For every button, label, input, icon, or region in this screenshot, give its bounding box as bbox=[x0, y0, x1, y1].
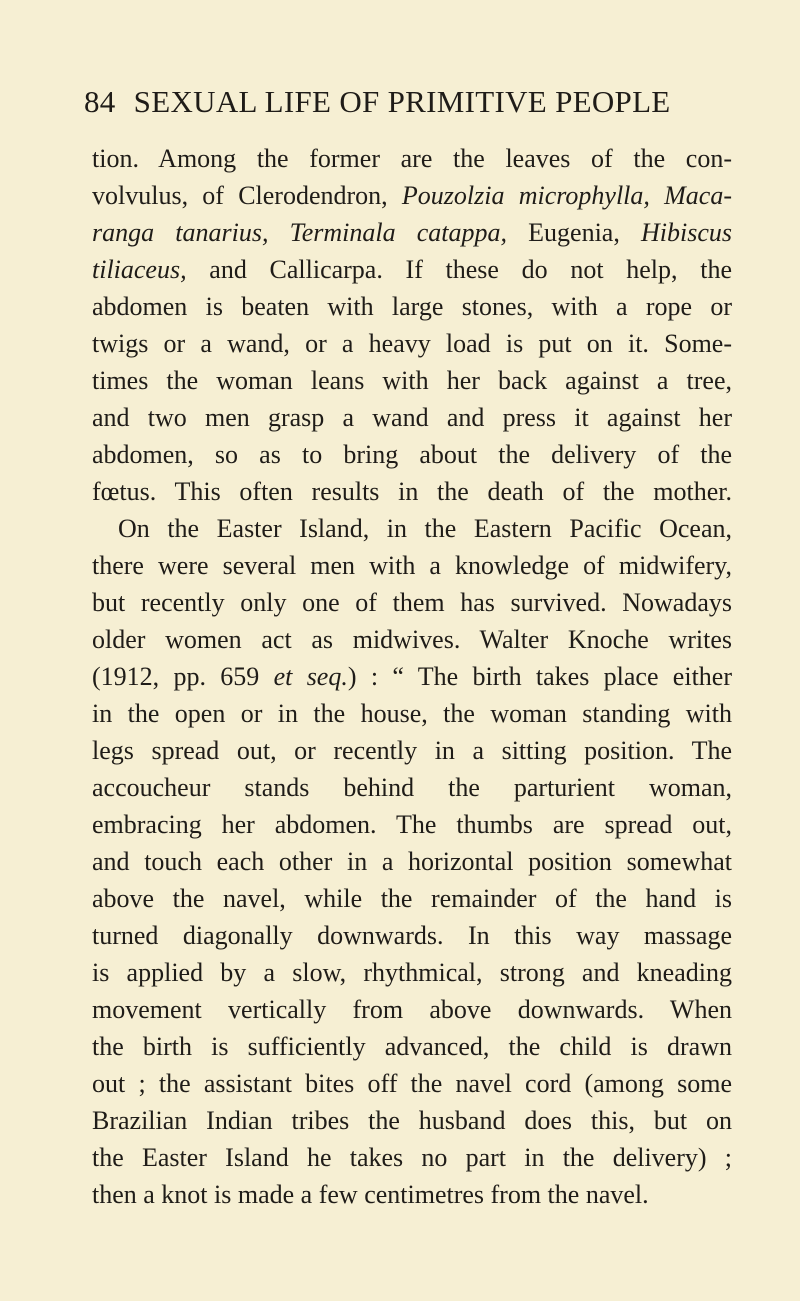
running-title: SEXUAL LIFE OF PRIMITIVE PEOPLE bbox=[133, 84, 671, 119]
text-line bbox=[92, 214, 732, 251]
text-segment: fœtus. This often results in the death of the mother. bbox=[92, 477, 732, 506]
italic-text: et seq. bbox=[273, 662, 348, 691]
text-line bbox=[92, 1102, 732, 1139]
text-segment: and touch each other in a horizontal position somewhat bbox=[92, 847, 732, 876]
text-line bbox=[92, 954, 732, 991]
text-line bbox=[92, 325, 732, 362]
text-segment: Brazilian Indian tribes the husband does this, but on bbox=[92, 1106, 732, 1135]
text-line bbox=[92, 843, 732, 880]
text-line bbox=[92, 1065, 732, 1102]
text-segment: Eugenia, bbox=[507, 218, 641, 247]
text-line bbox=[92, 1139, 732, 1176]
text-line bbox=[92, 621, 732, 658]
text-line bbox=[92, 547, 732, 584]
text-segment: the Easter Island he takes no part in the delivery) ; bbox=[92, 1143, 732, 1172]
text-line bbox=[92, 362, 732, 399]
text-line bbox=[92, 991, 732, 1028]
text-segment: movement vertically from above downwards. When bbox=[92, 995, 732, 1024]
text-line bbox=[92, 769, 732, 806]
text-line bbox=[92, 917, 732, 954]
running-head bbox=[84, 84, 724, 120]
text-segment: ) : “ The birth takes place either bbox=[347, 662, 732, 691]
text-segment: legs spread out, or recently in a sitting position. The bbox=[92, 736, 732, 765]
text-segment: out ; the assistant bites off the navel cord (among some bbox=[92, 1069, 732, 1098]
text-segment: On the Easter Island, in the Eastern Pacific Ocean, bbox=[118, 514, 732, 543]
text-segment: embracing her abdomen. The thumbs are spread out, bbox=[92, 810, 732, 839]
text-line bbox=[92, 251, 732, 288]
text-line bbox=[92, 436, 732, 473]
text-segment: but recently only one of them has survived. Nowadays bbox=[92, 588, 732, 617]
text-segment: the birth is sufficiently advanced, the child is drawn bbox=[92, 1032, 732, 1061]
text-line bbox=[92, 510, 732, 547]
italic-text: Hibiscus bbox=[641, 218, 732, 247]
text-segment: (1912, pp. 659 bbox=[92, 662, 274, 691]
text-segment: turned diagonally downwards. In this way massage bbox=[92, 921, 732, 950]
text-segment: and two men grasp a wand and press it against her bbox=[92, 403, 732, 432]
text-segment: accoucheur stands behind the parturient woman, bbox=[92, 773, 732, 802]
text-line bbox=[92, 584, 732, 621]
text-segment: and Callicarpa. If these do not help, the bbox=[186, 255, 732, 284]
text-segment: then a knot is made a few centimetres from the navel. bbox=[92, 1180, 649, 1209]
text-line bbox=[92, 140, 732, 177]
text-segment: tion. Among the former are the leaves of the con- bbox=[92, 144, 732, 173]
italic-text: Pouzolzia microphylla, Maca- bbox=[401, 181, 733, 210]
text-line bbox=[92, 695, 732, 732]
text-line bbox=[92, 880, 732, 917]
text-line bbox=[92, 288, 732, 325]
text-line bbox=[92, 177, 732, 214]
text-segment: in the open or in the house, the woman standing with bbox=[92, 699, 732, 728]
text-line bbox=[92, 806, 732, 843]
text-segment: times the woman leans with her back against a tree, bbox=[92, 366, 732, 395]
text-segment: abdomen, so as to bring about the delivery of the bbox=[92, 440, 732, 469]
text-line bbox=[92, 399, 732, 436]
text-segment: is applied by a slow, rhythmical, strong and kneading bbox=[92, 958, 732, 987]
text-segment: abdomen is beaten with large stones, with a rope or bbox=[92, 292, 732, 321]
text-segment: above the navel, while the remainder of the hand is bbox=[92, 884, 732, 913]
text-segment: older women act as midwives. Walter Knoche writes bbox=[92, 625, 732, 654]
text-segment: there were several men with a knowledge of midwifery, bbox=[92, 551, 732, 580]
text-line bbox=[92, 732, 732, 769]
text-line bbox=[92, 1176, 732, 1213]
italic-text: tiliaceus, bbox=[92, 255, 187, 284]
italic-text: ranga tanarius, Terminala catappa, bbox=[92, 218, 507, 247]
page-number: 84 bbox=[84, 84, 116, 119]
body-text bbox=[92, 140, 732, 1213]
text-segment: twigs or a wand, or a heavy load is put on it. Some- bbox=[92, 329, 732, 358]
text-segment: volvulus, of Clerodendron, bbox=[92, 181, 402, 210]
text-line bbox=[92, 658, 732, 695]
text-line bbox=[92, 1028, 732, 1065]
text-line bbox=[92, 473, 732, 510]
